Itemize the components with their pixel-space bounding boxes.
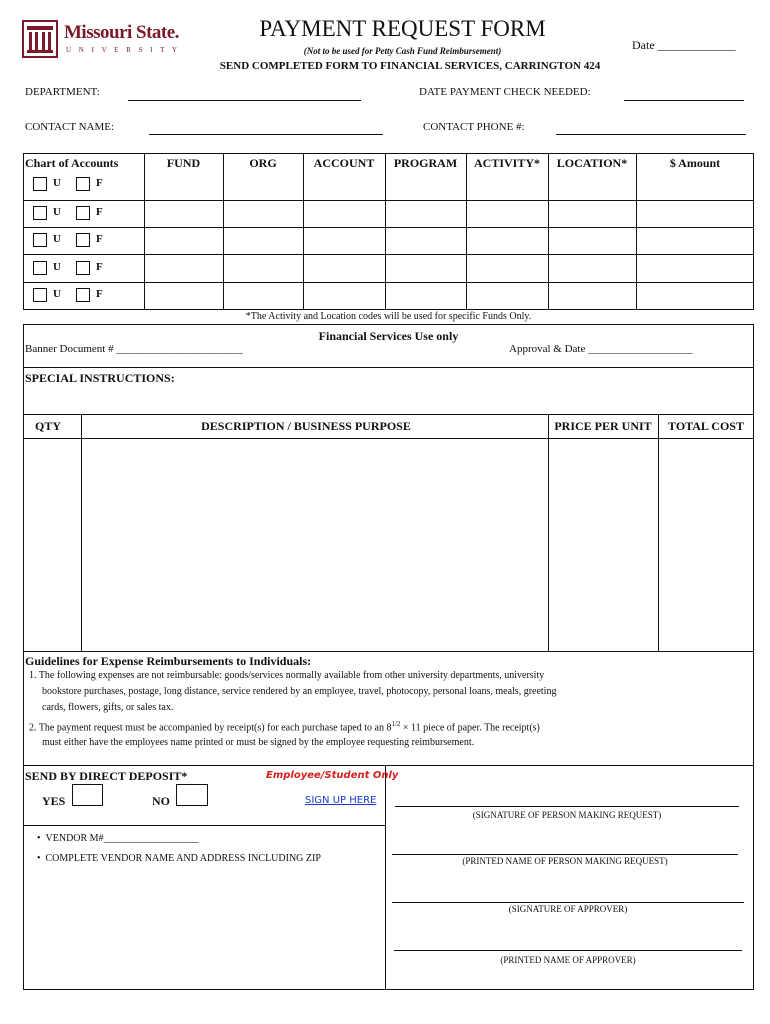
checkbox-u-label: U — [53, 261, 61, 273]
activity-location-note: *The Activity and Location codes will be used for specific Funds Only. — [245, 311, 532, 322]
guidelines-title: Guidelines for Expense Reimbursements to Individuals: — [25, 654, 312, 668]
approval-date-label: Approval & Date ___________________ — [509, 343, 693, 355]
signature-approver-field[interactable] — [392, 888, 744, 903]
col-qty: QTY — [35, 419, 62, 433]
checkbox-u-4[interactable] — [33, 261, 47, 275]
form-title: PAYMENT REQUEST FORM — [259, 16, 546, 41]
guideline-1-line-2: bookstore purchases, postage, long distance, service rendered by an employee, travel, photocopy, personal loans, meals, greeting — [42, 686, 557, 697]
contact-name-label: CONTACT NAME: — [25, 121, 115, 133]
checkbox-f-label: F — [96, 288, 103, 300]
checkbox-f-2[interactable] — [76, 206, 90, 220]
university-logo — [22, 20, 218, 62]
form-subtitle: (Not to be used for Petty Cash Fund Reimbursement) — [303, 46, 502, 56]
department-field[interactable] — [128, 86, 361, 101]
bullet-icon: • — [37, 853, 46, 864]
checkbox-f-label: F — [96, 206, 103, 218]
bullet-icon: • — [37, 833, 46, 844]
checkbox-u-label: U — [53, 177, 61, 189]
guideline-1-line-3: cards, flowers, gifts, or sales tax. — [42, 702, 174, 713]
signature-requester-caption: (SIGNATURE OF PERSON MAKING REQUEST) — [472, 810, 662, 820]
printed-approver-caption: (PRINTED NAME OF APPROVER) — [500, 955, 636, 965]
col-chart-of-accounts: Chart of Accounts — [25, 156, 119, 170]
special-instructions-label: SPECIAL INSTRUCTIONS: — [25, 371, 175, 385]
checkbox-u-3[interactable] — [33, 233, 47, 247]
vendor-number-label: VENDOR M#___________________ — [45, 833, 199, 844]
checkbox-f-label: F — [96, 233, 103, 245]
col-fund: FUND — [166, 156, 201, 170]
banner-document-label: Banner Document # _______________________ — [25, 343, 243, 355]
checkbox-u-2[interactable] — [33, 206, 47, 220]
checkbox-f-1[interactable] — [76, 177, 90, 191]
checkbox-f-3[interactable] — [76, 233, 90, 247]
guideline-1-line-1: 1. The following expenses are not reimbursable: goods/services normally available from other university departments, university — [29, 670, 545, 681]
department-label: DEPARTMENT: — [25, 86, 100, 98]
checkbox-u-label: U — [53, 288, 61, 300]
yes-label: YES — [42, 794, 66, 808]
checkbox-u-5[interactable] — [33, 288, 47, 302]
printed-approver-field[interactable] — [394, 936, 742, 951]
guideline-2-line-2: must either have the employees name printed or must be signed by the employee requesting reimbursement. — [42, 737, 475, 748]
guideline-2-line-1 — [29, 720, 540, 733]
date-needed-label: DATE PAYMENT CHECK NEEDED: — [419, 86, 591, 98]
date-needed-field[interactable] — [624, 86, 744, 101]
accounts-table — [23, 153, 754, 310]
direct-deposit-title: SEND BY DIRECT DEPOSIT* — [25, 769, 188, 783]
printed-requester-caption: (PRINTED NAME OF PERSON MAKING REQUEST) — [462, 856, 668, 866]
col-total-cost: TOTAL COST — [668, 419, 744, 433]
employee-only-label: Employee/Student Only — [266, 770, 399, 781]
checkbox-u-label: U — [53, 233, 61, 245]
sign-up-link[interactable]: SIGN UP HERE — [305, 795, 377, 806]
checkbox-f-label: F — [96, 261, 103, 273]
guideline-2-part-a: 2. The payment request must be accompanied by receipt(s) for each purchase taped to an 8 — [29, 722, 392, 734]
checkbox-f-4[interactable] — [76, 261, 90, 275]
col-org: ORG — [249, 156, 277, 170]
fraction-half: 1/2 — [391, 720, 401, 728]
checkbox-f-5[interactable] — [76, 288, 90, 302]
col-activity: ACTIVITY* — [473, 156, 540, 170]
vendor-name-item — [37, 853, 321, 864]
col-description: DESCRIPTION / BUSINESS PURPOSE — [201, 419, 411, 433]
contact-name-field[interactable] — [149, 120, 383, 135]
col-account: ACCOUNT — [313, 156, 375, 170]
contact-phone-label: CONTACT PHONE #: — [423, 121, 525, 133]
printed-requester-field[interactable] — [392, 840, 738, 855]
special-instructions-field[interactable] — [26, 388, 754, 416]
logo-wordmark: Missouri State. — [64, 22, 179, 43]
checkbox-u-1[interactable] — [33, 177, 47, 191]
fin-services-title: Financial Services Use only — [318, 329, 459, 343]
col-location: LOCATION* — [556, 156, 628, 170]
signature-requester-field[interactable] — [395, 792, 739, 807]
contact-phone-field[interactable] — [556, 120, 746, 135]
guideline-2-part-b: × 11 piece of paper. The receipt(s) — [400, 722, 540, 734]
checkbox-u-label: U — [53, 206, 61, 218]
signature-approver-caption: (SIGNATURE OF APPROVER) — [508, 904, 628, 914]
bear-icon — [22, 20, 58, 58]
send-to-notice: SEND COMPLETED FORM TO FINANCIAL SERVICES, CARRINGTON 424 — [219, 60, 601, 72]
logo-subtext: U N I V E R S I T Y — [66, 46, 180, 54]
no-label: NO — [152, 794, 170, 808]
yes-checkbox[interactable] — [72, 784, 103, 806]
date-label: Date _____________ — [632, 38, 736, 52]
checkbox-f-label: F — [96, 177, 103, 189]
vendor-address-field[interactable] — [28, 870, 382, 984]
col-price-per-unit: PRICE PER UNIT — [554, 419, 652, 433]
col-program: PROGRAM — [393, 156, 458, 170]
no-checkbox[interactable] — [176, 784, 208, 806]
vendor-name-label: COMPLETE VENDOR NAME AND ADDRESS INCLUDING ZIP — [45, 853, 321, 864]
col-amount: $ Amount — [669, 156, 721, 170]
vendor-number-item — [37, 833, 199, 844]
